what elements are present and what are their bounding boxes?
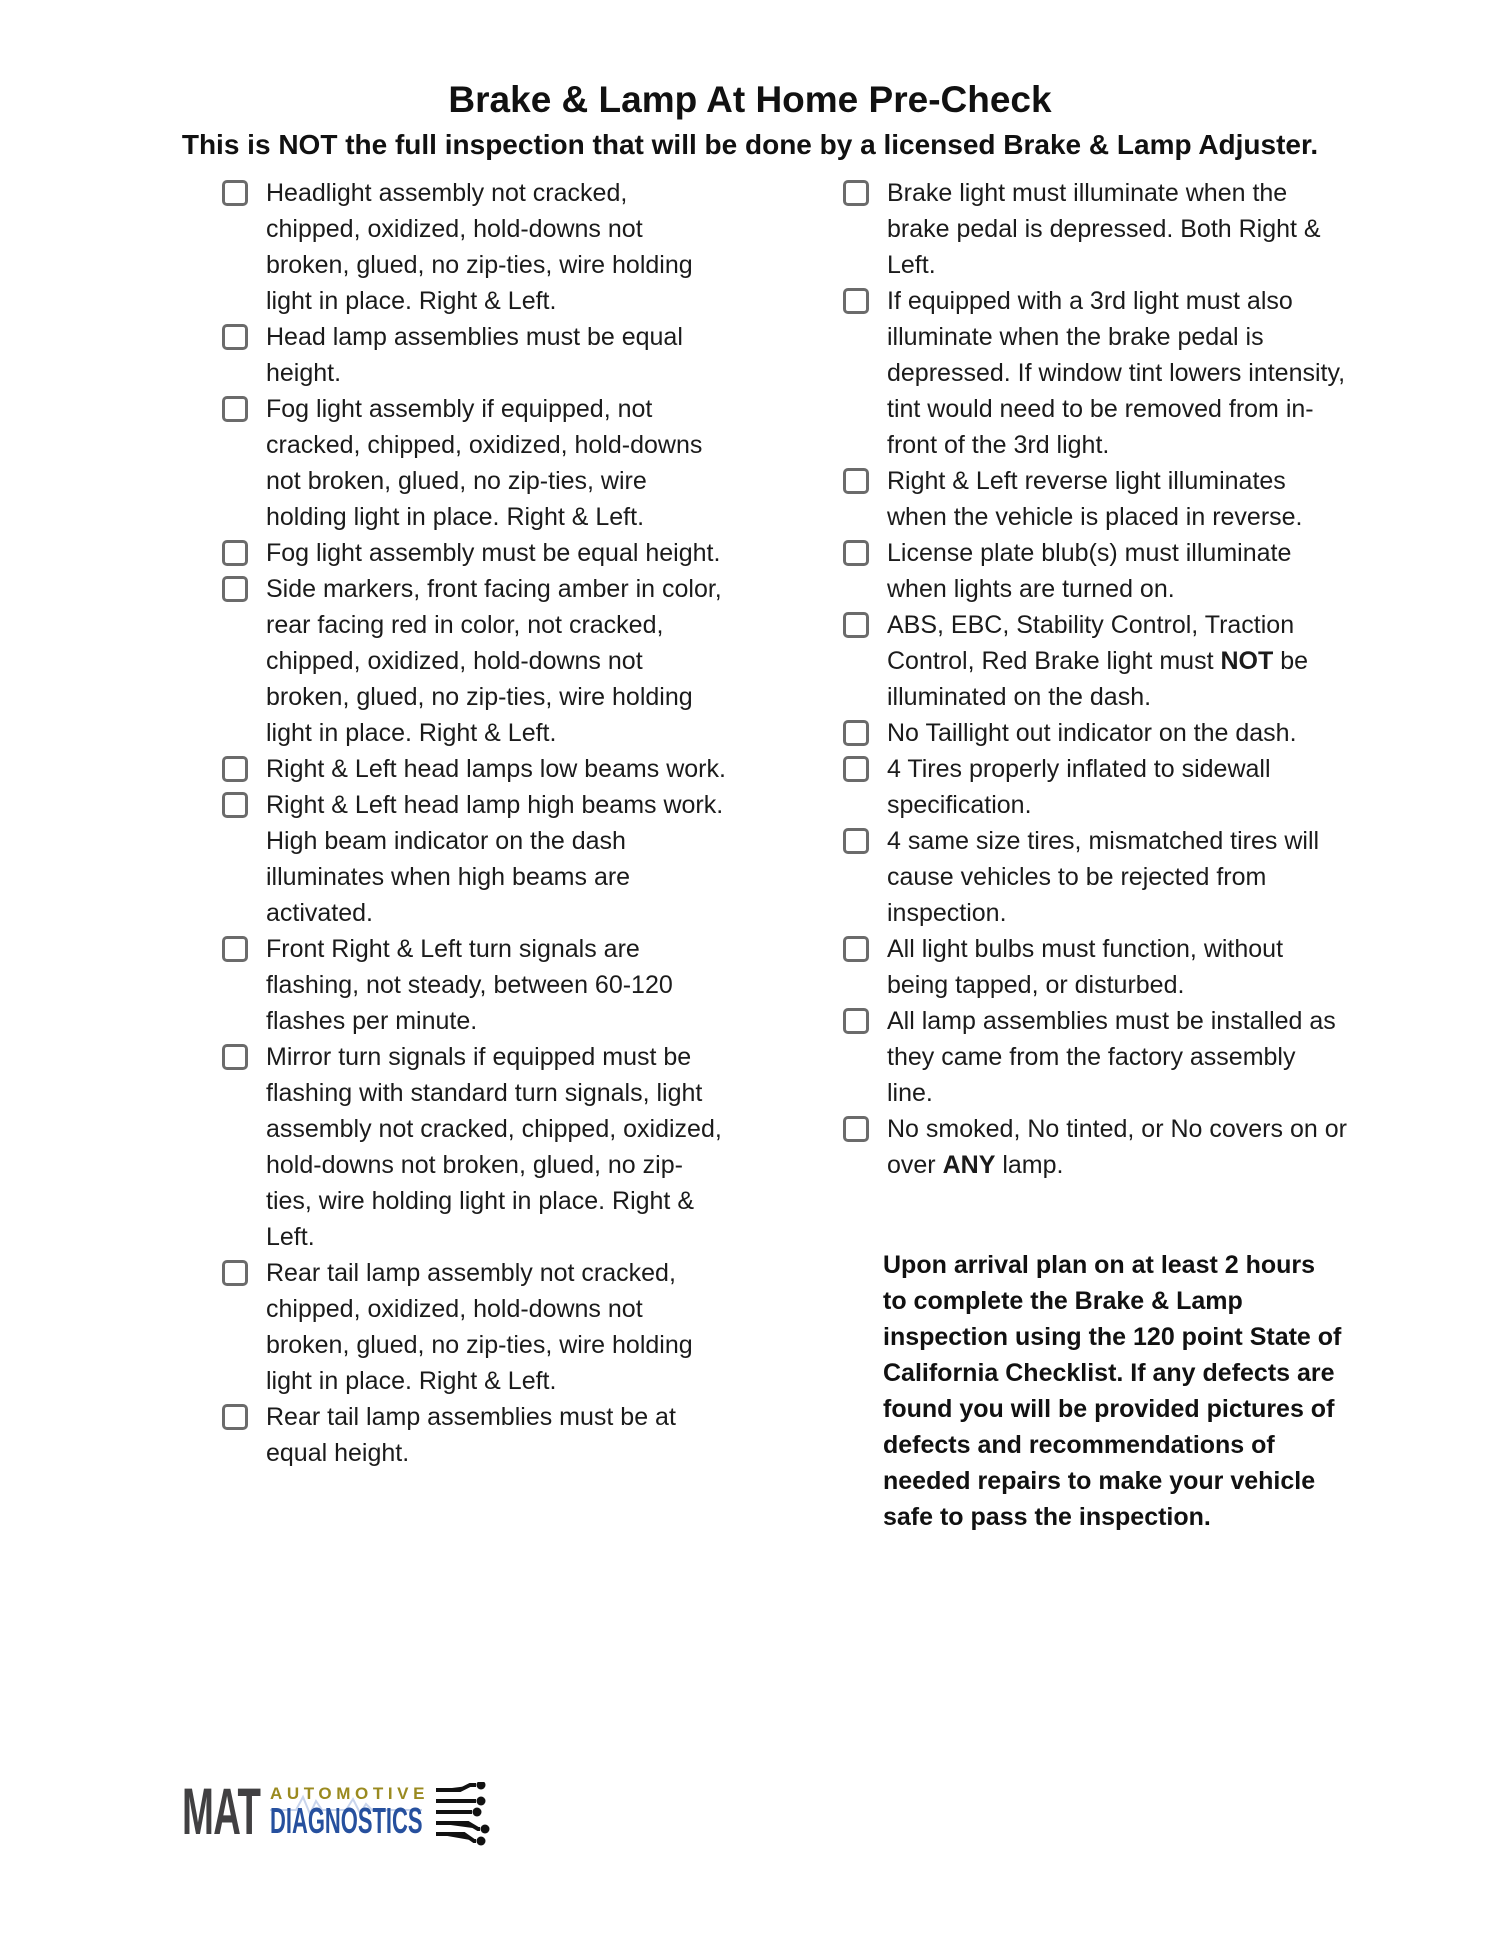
checkbox-icon[interactable] [843,1116,869,1142]
checklist-item [843,715,1348,751]
checklist-item-text: 4 Tires properly inflated to sidewall specification. [887,755,1271,819]
checklist-item [222,1039,727,1255]
logo-automotive-text: AUTOMOTIVE [270,1784,430,1803]
checkbox-icon[interactable] [843,468,869,494]
checklist-item-text: No Taillight out indicator on the dash. [887,719,1297,747]
checklist-item-text: Mirror turn signals if equipped must be flashing with standard turn signals, light assembly not cracked, chipped, oxidized, hold-downs not broken, glued, no zip-ties, wire holding light in place. Right & Left. [266,1043,722,1251]
page-title: Brake & Lamp At Home Pre-Check [448,79,1052,120]
checkbox-icon[interactable] [222,1044,248,1070]
checklist-item-text: ABS, EBC, Stability Control, Traction Control, Red Brake light must NOT be illuminated on the dash. [887,611,1309,711]
checkbox-icon[interactable] [843,1008,869,1034]
checklist-item-text: License plate blub(s) must illuminate when lights are turned on. [887,539,1292,603]
checklist-item-text: Rear tail lamp assembly not cracked, chipped, oxidized, hold-downs not broken, glued, no zip-ties, wire holding light in place. Right & Left. [266,1259,693,1395]
logo-diagnostics-text: DIAGNOSTICS [270,1800,423,1841]
checklist-item [843,931,1348,1003]
checkbox-icon[interactable] [843,756,869,782]
checkbox-icon[interactable] [843,720,869,746]
circuit-traces-icon [436,1782,494,1846]
checkbox-icon[interactable] [843,828,869,854]
checkbox-icon[interactable] [222,180,248,206]
checkbox-icon[interactable] [843,612,869,638]
notice-paragraph: Upon arrival plan on at least 2 hours to complete the Brake & Lamp inspection using the 120 point State of California Checklist. If any defects are found you will be provided pictures of defects and recommendations of needed repairs to make your vehicle safe to pass the inspection. [883,1251,1342,1531]
checkbox-icon[interactable] [222,1260,248,1286]
checklist-item-text: No smoked, No tinted, or No covers on or over ANY lamp. [887,1115,1347,1179]
checklist-item-text: Rear tail lamp assemblies must be at equal height. [266,1403,676,1467]
checklist-item-text: Right & Left reverse light illuminates when the vehicle is placed in reverse. [887,467,1303,531]
checklist-item [843,1111,1348,1183]
checklist-item [222,787,727,931]
checklist-item [222,1255,727,1399]
checklist-item [843,1003,1348,1111]
logo-mat-text: MAT [182,1774,261,1848]
checkbox-icon[interactable] [843,180,869,206]
checklist-right-column [843,175,1348,1535]
checkbox-icon[interactable] [222,576,248,602]
checkbox-icon[interactable] [843,540,869,566]
checklist-item-text: If equipped with a 3rd light must also illuminate when the brake pedal is depressed. If window tint lowers intensity, tint would need to be removed from in-front of the 3rd light. [887,287,1346,459]
checklist [0,175,1500,1535]
checkbox-icon[interactable] [222,936,248,962]
checklist-item [222,535,727,571]
checkbox-icon[interactable] [222,792,248,818]
logo [182,1774,494,1848]
checklist-item-text: Fog light assembly must be equal height. [266,539,721,567]
checklist-item [843,463,1348,535]
checkbox-icon[interactable] [843,288,869,314]
checklist-item [222,391,727,535]
checklist-left-column [222,175,727,1535]
checklist-item-text: 4 same size tires, mismatched tires will cause vehicles to be rejected from inspection. [887,827,1320,927]
checklist-item [843,823,1348,931]
checklist-item-text: Head lamp assemblies must be equal height. [266,323,683,387]
checklist-item [222,751,727,787]
checklist-item-text: Right & Left head lamps low beams work. [266,755,726,783]
checkbox-icon[interactable] [222,396,248,422]
checkbox-icon[interactable] [843,936,869,962]
checkbox-icon[interactable] [222,540,248,566]
checklist-item [843,535,1348,607]
page-subtitle: This is NOT the full inspection that will be done by a licensed Brake & Lamp Adjuster. [181,129,1319,160]
checklist-item-text: All light bulbs must function, without being tapped, or disturbed. [887,935,1284,999]
checklist-item [222,175,727,319]
checklist-item-text: Headlight assembly not cracked, chipped, oxidized, hold-downs not broken, glued, no zip-ties, wire holding light in place. Right & Left. [266,179,693,315]
checkbox-icon[interactable] [222,1404,248,1430]
checklist-item [222,319,727,391]
checklist-item-text: Side markers, front facing amber in color, rear facing red in color, not cracked, chipped, oxidized, hold-downs not broken, glued, no zip-ties, wire holding light in place. Right & Left. [266,575,722,747]
logo-text-stack [270,1784,430,1841]
checklist-item [222,1399,727,1471]
checklist-item-text: All lamp assemblies must be installed as they came from the factory assembly line. [887,1007,1336,1107]
checklist-item-text: Right & Left head lamp high beams work. High beam indicator on the dash illuminates when high beams are activated. [266,791,724,927]
checklist-item [843,283,1348,463]
checklist-item [843,175,1348,283]
checklist-item [843,607,1348,715]
checklist-item-text: Brake light must illuminate when the brake pedal is depressed. Both Right & Left. [887,179,1321,279]
checkbox-icon[interactable] [222,324,248,350]
checklist-item [843,751,1348,823]
checklist-item [222,931,727,1039]
checklist-item-text: Fog light assembly if equipped, not cracked, chipped, oxidized, hold-downs not broken, glued, no zip-ties, wire holding light in place. Right & Left. [266,395,703,531]
checklist-item-text: Front Right & Left turn signals are flashing, not steady, between 60-120 flashes per minute. [266,935,673,1035]
checklist-item [222,571,727,751]
checkbox-icon[interactable] [222,756,248,782]
